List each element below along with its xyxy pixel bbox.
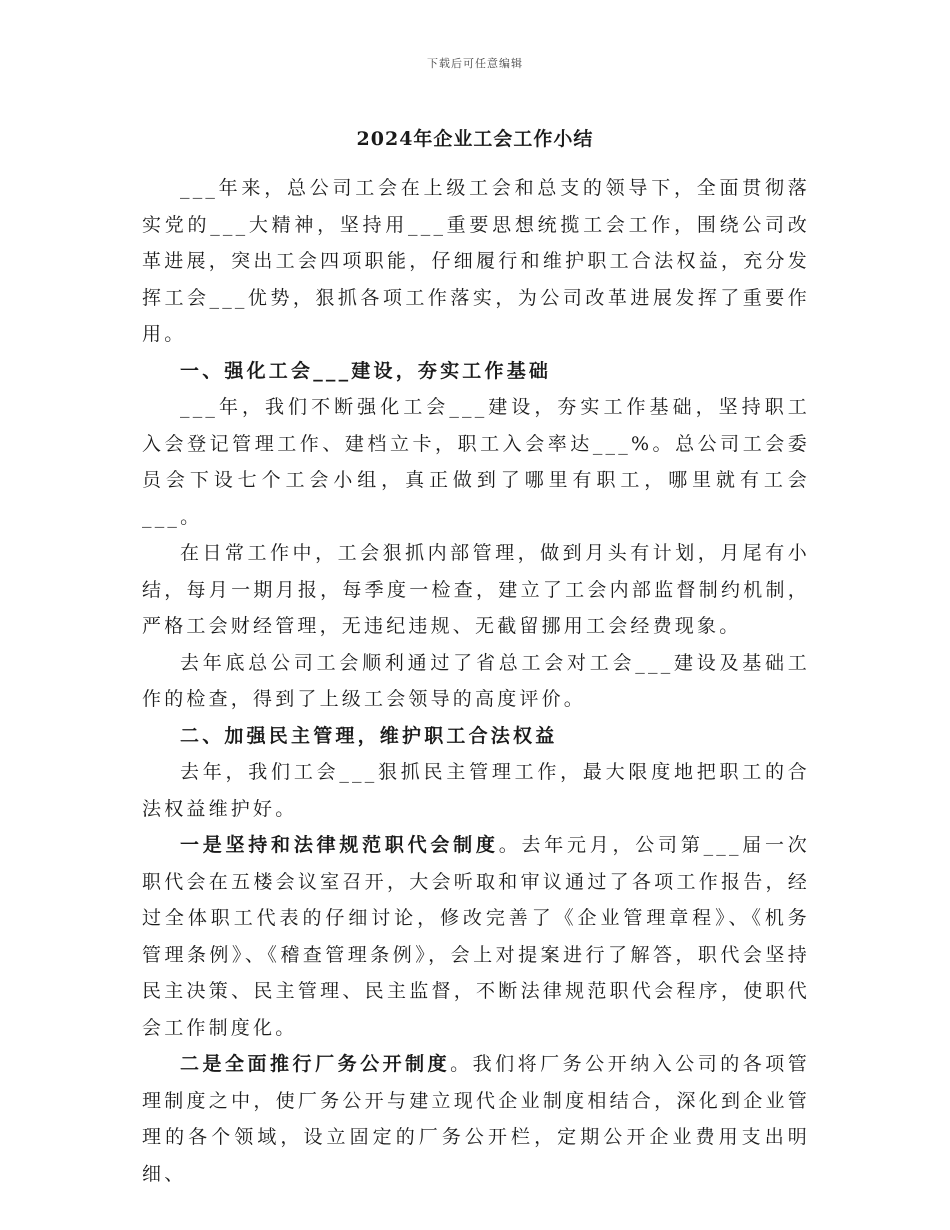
section-2-intro: 去年，我们工会___狠抓民主管理工作，最大限度地把职工的合法权益维护好。	[142, 761, 810, 820]
section-1-heading: 一、强化工会___建设，夯实工作基础	[180, 359, 552, 382]
point-2-lead: 二是全面推行厂务公开制度	[180, 1053, 451, 1075]
section-2-heading: 二、加强民主管理，维护职工合法权益	[180, 724, 558, 747]
section-2-point-2	[142, 1046, 810, 1192]
point-2-body: 。我们将厂务公开纳入公司的各项管理制度之中，使厂务公开与建立现代企业制度相结合，深化到企业管理的各个领域，设立固定的厂务公开栏，定期公开企业费用支出明细、	[142, 1053, 811, 1185]
section-2-point-1	[142, 827, 810, 1046]
page-title: 2024年企业工会工作小结	[356, 128, 594, 150]
header-note: 下载后可任意编辑	[427, 57, 523, 70]
section-1-paragraph-2: 在日常工作中，工会狠抓内部管理，做到月头有计划，月尾有小结，每月一期月报，每季度一检查，建立了工会内部监督制约机制，严格工会财经管理，无违纪违规、无截留挪用工会经费现象。	[142, 542, 810, 637]
intro-paragraph: ___年来，总公司工会在上级工会和总支的领导下，全面贯彻落实党的___大精神，坚持用___重要思想统揽工会工作，围绕公司改革进展，突出工会四项职能，仔细履行和维护职工合法权益，充分发挥工会___优势，狠抓各项工作落实，为公司改革进展发挥了重要作用。	[142, 177, 810, 345]
section-1-paragraph-1: ___年，我们不断强化工会___建设，夯实工作基础，坚持职工入会登记管理工作、建档立卡，职工入会率达___%。总公司工会委员会下设七个工会小组，真正做到了哪里有职工，哪里就有工会___。	[142, 396, 810, 528]
point-1-body: 。去年元月，公司第___届一次职代会在五楼会议室召开，大会听取和审议通过了各项工作报告，经过全体职工代表的仔细讨论，修改完善了《企业管理章程》、《机务管理条例》、《稽查管理条例》，会上对提案进行了解答，职代会坚持民主决策、民主管理、民主监督，不断法律规范职代会程序，使职代会工作制度化。	[142, 834, 810, 1039]
point-1-lead: 一是坚持和法律规范职代会制度	[180, 834, 499, 856]
document-body	[142, 170, 810, 1192]
section-1-paragraph-3: 去年底总公司工会顺利通过了省总工会对工会___建设及基础工作的检查，得到了上级工会领导的高度评价。	[142, 651, 810, 710]
